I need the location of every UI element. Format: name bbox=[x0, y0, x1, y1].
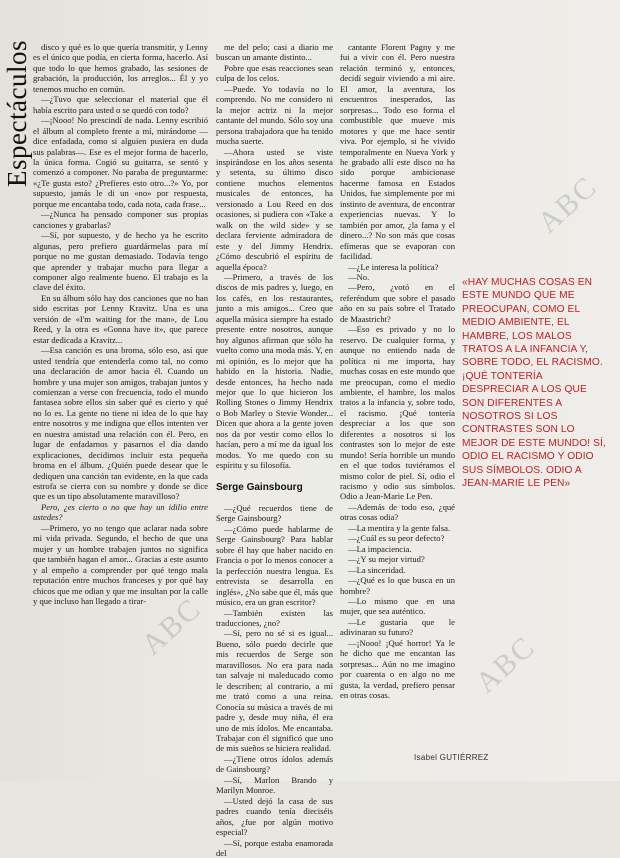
watermark: ABC bbox=[469, 629, 542, 700]
section-title bbox=[2, 40, 32, 440]
paragraph: —¿Tiene otros ídolos además de Gainsbourg? bbox=[216, 753, 333, 775]
paragraph: —Puede. Yo todavía no lo comprendo. No me considero ni la mejor actriz ni la mejor cantante del mundo. Sólo soy una persona trabajadora que ha tenido mucha suerte. bbox=[216, 83, 333, 147]
paragraph: —¡Nooo! No prescindí de nada. Lenny escribió el álbum al completo frente a mí, mirándome —dice enfadada, como si alguien pusiera en duda sus palabras—. Ese es el mejor forma de hacerlo, la única forma. Cogió su guitarra, se sentó y comenzó a componer. No paraba de preguntarme: «¿Te gusta esto? ¿Prefieres esto otro...?» Yo, por supuesto, jamás le di un «no» por respuesta, porque me encantaba todo, cada nota, cada frase... bbox=[33, 115, 208, 209]
paragraph: cantante Florent Pagny y me fui a vivir con él. Pero nuestra relación terminó y, entonces, decidí seguir viviendo a mi aire. El amor, la aventura, los encuentros inesperados, las sorpresas... Todo eso forma el combustible que mueve mis motores y que me hace sentir viva. Por ejemplo, si he vivido temporalmente en Nueva York y he grabado allí este disco no ha sido porque ambicionase hacerme famosa en Estados Unidos, fue simplemente por mi instinto de aventura, de encontrar experiencias nuevas. Y lo también por amor, ¿la fama y el dinero...? No son más que cosas efímeras que se evaporan con facilidad. bbox=[340, 42, 455, 262]
paragraph: —Primero, yo no tengo que aclarar nada sobre mi vida privada. Segundo, el hecho de que una mujer y un hombre trabajen juntos no significa que también hagan el amor... Gracias a este asunto y al empeño a comprender por qué tengo mala reputación entre muchos franceses y por qué hay chicos que me odian y que me insultan por la calle y que incluso han llegado a tirar- bbox=[33, 522, 208, 607]
watermark: ABC bbox=[531, 169, 604, 240]
paragraph: Pero, ¿es cierto o no que hay un idilio entre ustedes? bbox=[33, 501, 208, 523]
paragraph: —La impaciencia. bbox=[348, 543, 412, 554]
paragraph: —¿Cómo puede hablarme de Serge Gainsbourg? Para hablar sobre él hay que haber nacido en Francia o por lo menos conocer a la perfección nuestra lengua. Es entrevista se desarrolla en inglés», ¿No sabe que él, más que músico, era un gran escritor? bbox=[216, 523, 333, 608]
paragraph: —¿Cuál es su peor defecto? bbox=[348, 533, 445, 544]
paragraph: —Primero, a través de los discos de mis padres y, luego, en los cafés, en los restaurantes, junto a mis amigos... Creo que aquella música siempre ha estado presente entre nosotros, aunque hoy algunos afirman que sólo ha vuelto como una moda más. Y, en mi opinión, es lo mejor que ha habido en la historia. Nadie, desde entonces, ha hecho nada mejor que lo que hicieron los Rolling Stones o Jimmy Hendrix o Bob Marley o Stevie Wonder... Dicen que ahora a la gente joven nos da por vestir como ellos lo hacían, pero a mí me da igual los modos. Yo me quedo con su espíritu y su filosofía. bbox=[216, 271, 333, 471]
paragraph: En su álbum sólo hay dos canciones que no han sido escritas por Lenny Kravitz. Una es una versión de «I'm waiting for the man», de Lou Reed, y la otra es «Gonna have it», que parece estar dedicada a Kravitz... bbox=[33, 292, 208, 345]
column-1 bbox=[33, 42, 208, 606]
paragraph: —Le gustaría que le adivinaran su futuro? bbox=[340, 616, 455, 638]
paragraph: —Sí, porque estaba enamorada del bbox=[216, 837, 333, 858]
watermark: ABC bbox=[135, 591, 208, 662]
column-2 bbox=[216, 42, 333, 858]
paragraph: —¿Nunca ha pensado componer sus propias canciones y grabarlas? bbox=[33, 209, 208, 230]
paragraph: disco y qué es lo que quería transmitir, y Lenny es el único que podía, en cierta forma, hacerlo. Así que todo lo que hemos grabado, las sesiones de grabación, la producción, los arreglos... Él y yo tenemos mucho en común. bbox=[33, 42, 208, 94]
byline: Isabel GUTIÉRREZ bbox=[414, 753, 489, 762]
paragraph: —¿Y su mejor virtud? bbox=[348, 554, 425, 565]
paragraph: —Sí, Marlon Brando y Marilyn Monroe. bbox=[216, 774, 333, 796]
paragraph: me del pelo; casi a diario me buscan un amante distinto... bbox=[216, 42, 333, 63]
section-title-text: Espectáculos bbox=[1, 40, 32, 187]
paragraph: —Lo mismo que en una mujer, que sea auténtico. bbox=[340, 596, 455, 617]
paragraph: —Sí, pero no sé si es igual... Bueno, sólo puedo decirle que mis recuerdos de Serge son maravillosos. No era para nada tan salvaje ni maleducado como le describen; al contrario, a mí me trató como a una reina. Conocía su música a través de mi padre y, desde muy niña, él era uno de mis ídolos. Me encantaba. Trabajar con él significó que uno de mis sueños se hiciera realidad. bbox=[216, 628, 333, 754]
paragraph: —Sí, por supuesto, y de hecho ya he escrito algunas, pero prefiero guardármelas para mí porque no me gustan demasiado. Todavía tengo que aprender y trabajar mucho para llegar a componer algo realmente bueno. El trabajo es la clave del éxito. bbox=[33, 230, 208, 293]
paragraph: —También existen las traducciones, ¿no? bbox=[216, 607, 333, 629]
paragraph: —La sinceridad. bbox=[348, 564, 406, 575]
paragraph: —Ahora usted se viste inspirándose en los años sesenta y setenta, su último disco contiene muchos elementos musicales de entonces, ha versionado a Lou Reed en dos ocasiones, si pudiera con «Take a walk on the wild side» y se declara ferviente admiradora de este y del Jimmy Hendrix. ¿Cómo descubrió el espíritu de aquella época? bbox=[216, 146, 333, 272]
paragraph: —Usted dejó la casa de sus padres cuando tenía dieciséis años, ¿fue por algún motivo especial? bbox=[216, 795, 333, 838]
paragraph: —La mentira y la gente falsa. bbox=[348, 522, 451, 533]
subheading: Serge Gainsbourg bbox=[216, 481, 303, 493]
paragraph: —Esa canción es una broma, sólo eso, así que usted tendría que entenderla como tal, no como una declaración de amor hacia él. Cuando un hombre y una mujer son amigos, trabajan juntos y comienzan a verse con frecuencia, todo el mundo fantasea sobre ellos sin saber qué es cierto y qué no lo es. La gente no tiene ni idea de lo que hay entre nosotros y me indigna que ellos intenten ver en nuestra amistad una relación con él. Pero, en lugar de enfadarnos y pasarnos el día dando explicaciones, decidimos incluir esta pequeña broma en el álbum. ¿Quién puede desear que le dediquen una canción tan evidente, en la que cada estrofa se cierra con su nombre y donde se dice que es un tipo absolutamente maravilloso? bbox=[33, 345, 208, 502]
paragraph: —¿Qué es lo que busca en un hombre? bbox=[340, 575, 455, 596]
paragraph: —¿Tuvo que seleccionar el material que él había escrito para usted o se quedó con todo? bbox=[33, 94, 208, 115]
paragraph: —¿Qué recuerdos tiene de Serge Gainsbourg? bbox=[216, 503, 333, 524]
paragraph: —¿Le interesa la política? bbox=[348, 261, 439, 272]
paragraph: —No. bbox=[348, 271, 370, 282]
paragraph: —Eso es privado y no lo reservo. De cualquier forma, y aunque no entiendo nada de política ni me importa, hay muchas cosas en este mundo que me preocupan, como el medio ambiente, el hambre, los malos tratos a la infancia y, sobre todo, el racismo. ¡Qué tontería despreciar a los que son diferentes a nosotros si los contrastes son lo mejor de este mundo! Sería horrible un mundo en el que todos tuviéramos el mismo color de piel. Sí, odio el racismo y odio sus símbolos. Odio a Jean-Marie Le Pen. bbox=[340, 324, 455, 502]
paragraph: Pobre que esas reacciones sean culpa de los celos. bbox=[216, 62, 333, 84]
paragraph: —¡Nooo! ¡Qué horror! Ya le he dicho que me encantan las sorpresas... Aún no me imagino por cuarenta o en algo no me gusta, la verdad, prefiero pensar en otras cosas. bbox=[340, 637, 455, 701]
column-3 bbox=[340, 42, 455, 701]
paragraph: —Además de todo eso, ¿qué otras cosas odia? bbox=[340, 501, 455, 523]
pull-quote: «HAY MUCHAS COSAS EN ESTE MUNDO QUE ME PREOCUPAN, COMO EL MEDIO AMBIENTE, EL HAMBRE, LOS MALOS TRATOS A LA INFANCIA Y, SOBRE TODO, EL RACISMO. ¡QUÉ TONTERÍA DESPRECIAR A LOS QUE SON DIFERENTES A NOSOTROS SI LOS CONTRASTES SON LO MEJOR DE ESTE MUNDO! SÍ, ODIO EL RACISMO Y ODIO SUS SÍMBOLOS. ODIO A JEAN-MARIE LE PEN» bbox=[462, 277, 606, 490]
paragraph: —Pero, ¿votó en el referéndum que sobre el pasado año en su país sobre el Tratado de Maastricht? bbox=[340, 282, 455, 324]
